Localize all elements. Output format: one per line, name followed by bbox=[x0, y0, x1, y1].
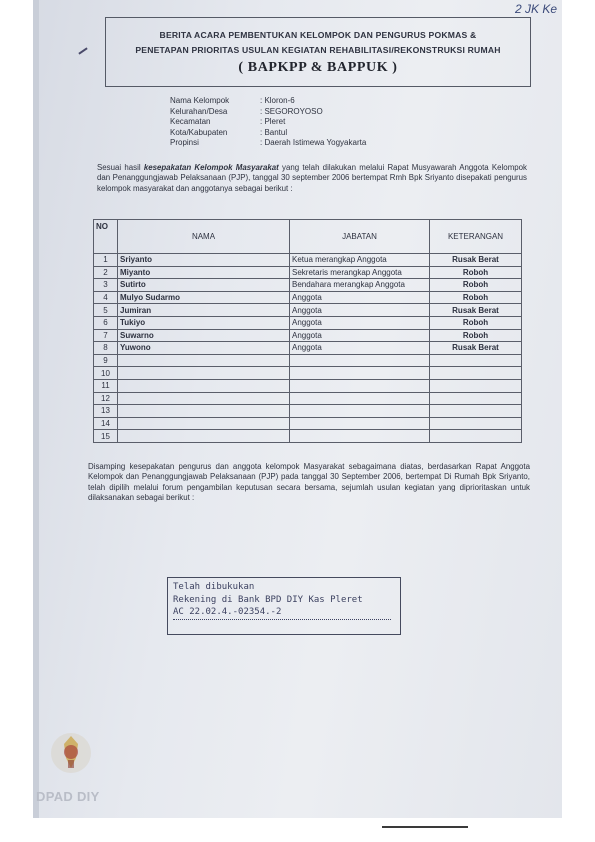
info-value: : Daerah Istimewa Yogyakarta bbox=[260, 138, 367, 148]
info-row-group bbox=[170, 96, 366, 107]
row-jabatan: Anggota bbox=[290, 329, 430, 342]
row-nama bbox=[118, 430, 290, 443]
stamp-line-1: Telah dibukukan bbox=[173, 582, 255, 592]
header-jabatan: JABATAN bbox=[290, 220, 430, 254]
row-nama bbox=[118, 392, 290, 405]
table-row bbox=[94, 279, 522, 292]
row-jabatan: Anggota bbox=[290, 304, 430, 317]
row-nama bbox=[118, 367, 290, 380]
paragraph-text: Sesuai hasil bbox=[97, 163, 144, 172]
agreement-paragraph bbox=[97, 163, 527, 194]
row-jabatan bbox=[290, 405, 430, 418]
row-nama: Tukiyo bbox=[118, 316, 290, 329]
row-keterangan bbox=[430, 417, 522, 430]
row-no: 3 bbox=[94, 279, 118, 292]
row-no: 6 bbox=[94, 316, 118, 329]
row-jabatan bbox=[290, 354, 430, 367]
stamp-line-2: Rekening di Bank BPD DIY Kas Pleret bbox=[173, 594, 363, 605]
table-row bbox=[94, 342, 522, 355]
row-no: 9 bbox=[94, 354, 118, 367]
table-row bbox=[94, 304, 522, 317]
row-keterangan: Roboh bbox=[430, 316, 522, 329]
row-no: 2 bbox=[94, 266, 118, 279]
row-nama bbox=[118, 417, 290, 430]
row-jabatan bbox=[290, 379, 430, 392]
row-nama bbox=[118, 405, 290, 418]
row-keterangan: Rusak Berat bbox=[430, 304, 522, 317]
watermark-text: DPAD DIY bbox=[36, 789, 100, 804]
row-jabatan bbox=[290, 430, 430, 443]
info-label: Propinsi bbox=[170, 138, 199, 148]
row-keterangan: Rusak Berat bbox=[430, 254, 522, 267]
row-nama bbox=[118, 354, 290, 367]
row-jabatan: Anggota bbox=[290, 342, 430, 355]
info-row-village bbox=[170, 107, 366, 118]
members-table bbox=[93, 219, 522, 443]
table-row bbox=[94, 379, 522, 392]
paragraph-text: yang telah dilakukan melalui Rapat Musyawarah Anggota Kelompok dan Penanggungjawab Pelaksanaan (PJP), tanggal 30 september 2006 bertempat Rmh Bpk Sriyanto disepakati pengurus kelompok masyarakat dan anggotanya sebagai berikut : bbox=[97, 163, 527, 193]
paragraph-emphasis: kesepakatan Kelompok Masyarakat bbox=[143, 163, 279, 172]
row-no: 12 bbox=[94, 392, 118, 405]
row-no: 7 bbox=[94, 329, 118, 342]
row-nama: Miyanto bbox=[118, 266, 290, 279]
header-keterangan: KETERANGAN bbox=[430, 220, 522, 254]
info-label: Kota/Kabupaten bbox=[170, 127, 228, 137]
row-keterangan: Rusak Berat bbox=[430, 342, 522, 355]
row-nama: Sriyanto bbox=[118, 254, 290, 267]
title-line-1: BERITA ACARA PEMBENTUKAN KELOMPOK DAN PENGURUS POKMAS & bbox=[159, 30, 477, 40]
row-keterangan bbox=[430, 354, 522, 367]
row-no: 5 bbox=[94, 304, 118, 317]
row-no: 10 bbox=[94, 367, 118, 380]
table-row bbox=[94, 266, 522, 279]
table-row bbox=[94, 430, 522, 443]
group-info bbox=[170, 96, 366, 149]
row-no: 8 bbox=[94, 342, 118, 355]
table-row bbox=[94, 354, 522, 367]
info-label: Kecamatan bbox=[170, 117, 211, 127]
row-jabatan bbox=[290, 367, 430, 380]
info-row-regency bbox=[170, 128, 366, 139]
row-jabatan: Anggota bbox=[290, 316, 430, 329]
row-nama bbox=[118, 379, 290, 392]
info-label: Kelurahan/Desa bbox=[170, 106, 228, 116]
row-jabatan bbox=[290, 392, 430, 405]
row-keterangan bbox=[430, 430, 522, 443]
row-keterangan bbox=[430, 379, 522, 392]
bottom-mark bbox=[382, 826, 468, 828]
info-label: Nama Kelompok bbox=[170, 96, 230, 105]
table-row bbox=[94, 405, 522, 418]
paper-edge bbox=[33, 0, 39, 818]
row-keterangan bbox=[430, 367, 522, 380]
row-nama: Yuwono bbox=[118, 342, 290, 355]
corner-handwritten-note: 2 JK Ke bbox=[514, 2, 557, 16]
title-box bbox=[105, 17, 531, 87]
stamp-account-line: AC 22.02.4.-02354.-2 bbox=[173, 606, 391, 620]
row-keterangan: Roboh bbox=[430, 266, 522, 279]
table-row bbox=[94, 367, 522, 380]
row-keterangan bbox=[430, 405, 522, 418]
row-no: 13 bbox=[94, 405, 118, 418]
row-keterangan: Roboh bbox=[430, 279, 522, 292]
row-jabatan: Sekretaris merangkap Anggota bbox=[290, 266, 430, 279]
priority-paragraph: Disamping kesepakatan pengurus dan anggota kelompok Masyarakat sebagaimana diatas, berdasarkan Rapat Anggota Kelompok dan Penanggungjawab Pelaksanaan (PJP) pada tanggal 30 September 2006, bertempat Di Rumah Bpk Sriyanto, telah dipilih melalui forum pengambilan keputusan secara bersama, sejumlah usulan kegiatan yang diprioritaskan untuk dilaksanakan sebagai berikut : bbox=[88, 462, 530, 502]
row-no: 1 bbox=[94, 254, 118, 267]
row-no: 15 bbox=[94, 430, 118, 443]
info-row-district bbox=[170, 117, 366, 128]
row-nama: Mulyo Sudarmo bbox=[118, 291, 290, 304]
title-line-2: PENETAPAN PRIORITAS USULAN KEGIATAN REHABILITASI/REKONSTRUKSI RUMAH bbox=[135, 45, 501, 55]
row-jabatan: Anggota bbox=[290, 291, 430, 304]
row-keterangan: Roboh bbox=[430, 329, 522, 342]
header-no: NO bbox=[94, 220, 118, 254]
row-no: 4 bbox=[94, 291, 118, 304]
table-row bbox=[94, 392, 522, 405]
header-nama: NAMA bbox=[118, 220, 290, 254]
row-no: 11 bbox=[94, 379, 118, 392]
table-row bbox=[94, 254, 522, 267]
row-jabatan bbox=[290, 417, 430, 430]
info-row-province bbox=[170, 138, 366, 149]
table-row bbox=[94, 417, 522, 430]
row-keterangan bbox=[430, 392, 522, 405]
row-jabatan: Ketua merangkap Anggota bbox=[290, 254, 430, 267]
info-value: : Bantul bbox=[260, 127, 288, 137]
table-row bbox=[94, 291, 522, 304]
title-acronym: ( BAPKPP & BAPPUK ) bbox=[238, 60, 398, 75]
table-row bbox=[94, 316, 522, 329]
row-keterangan: Roboh bbox=[430, 291, 522, 304]
info-value: : Pleret bbox=[260, 117, 286, 127]
row-no: 14 bbox=[94, 417, 118, 430]
info-value: : SEGOROYOSO bbox=[260, 106, 323, 116]
row-nama: Suwarno bbox=[118, 329, 290, 342]
info-value: : Kloron-6 bbox=[260, 96, 295, 105]
row-jabatan: Bendahara merangkap Anggota bbox=[290, 279, 430, 292]
government-seal-icon bbox=[48, 730, 94, 776]
bank-stamp bbox=[167, 577, 401, 635]
row-nama: Jumiran bbox=[118, 304, 290, 317]
table-row bbox=[94, 329, 522, 342]
row-nama: Sutirto bbox=[118, 279, 290, 292]
